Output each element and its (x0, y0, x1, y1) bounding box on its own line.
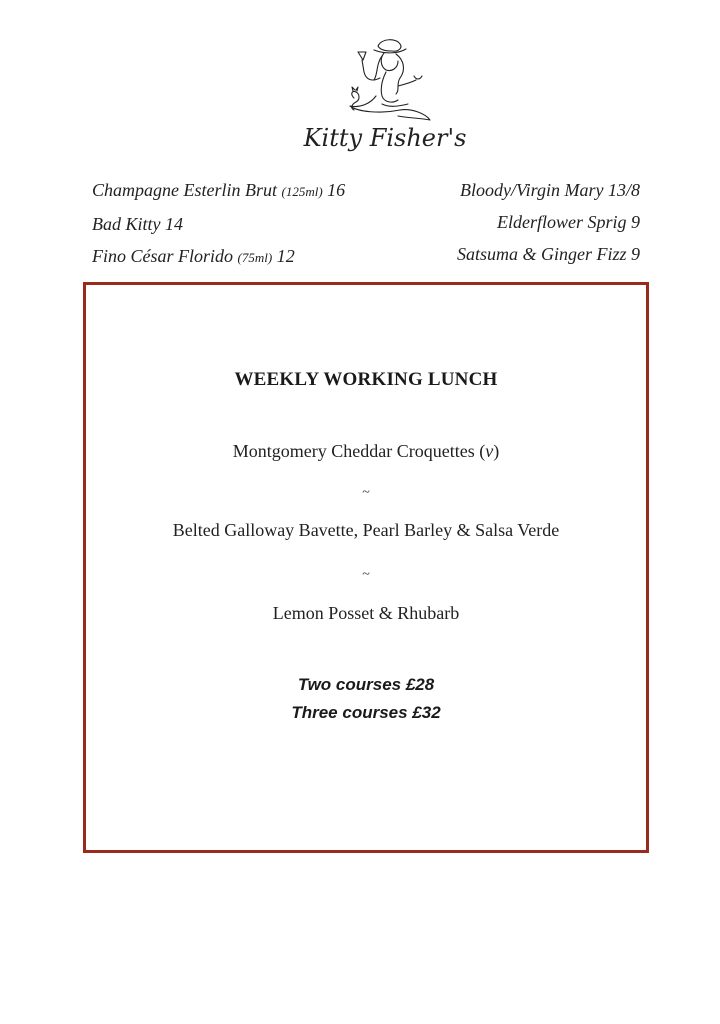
drink-item (457, 206, 640, 238)
lunch-menu-box (83, 282, 649, 853)
course-name: Montgomery Cheddar Croquettes ( (232, 441, 486, 461)
vegetarian-tag: v (485, 441, 494, 461)
drink-price: 9 (631, 212, 640, 232)
drink-name: Satsuma & Ginger Fizz (456, 244, 627, 264)
drink-name: Fino César Florido (92, 246, 234, 266)
course-starter (86, 441, 646, 462)
drink-name: Bad Kitty (92, 214, 161, 234)
drinks-list-right (457, 174, 640, 270)
drink-volume: (125ml) (281, 184, 323, 199)
drink-item (92, 208, 345, 240)
drink-price: 9 (631, 244, 640, 264)
menu-title: WEEKLY WORKING LUNCH (234, 369, 498, 390)
drink-name: Bloody/Virgin Mary (460, 180, 604, 200)
course-name-close: ) (493, 441, 500, 461)
course-separator: ~ (362, 567, 370, 582)
drink-price: 14 (165, 214, 183, 234)
course-dessert: Lemon Posset & Rhubarb (272, 603, 460, 623)
drinks-list-left (92, 174, 345, 274)
course-separator: ~ (362, 485, 370, 500)
course-main: Belted Galloway Bavette, Pearl Barley & Salsa Verde (172, 520, 560, 540)
drink-item (457, 174, 640, 206)
drink-price: 16 (327, 180, 346, 200)
drink-item (92, 174, 345, 208)
price-two-courses: Two courses £28 (297, 675, 435, 694)
logo-wordmark: Kitty Fisher's (303, 124, 467, 152)
drink-name: Elderflower Sprig (497, 212, 627, 232)
kitty-fishers-logo (300, 34, 470, 160)
price-three-courses: Three courses £32 (291, 703, 441, 722)
drink-price: 13/8 (607, 180, 640, 200)
drink-volume: (75ml) (237, 250, 273, 265)
drink-price: 12 (276, 246, 295, 266)
drink-item (92, 240, 345, 274)
drink-name: Champagne Esterlin Brut (92, 180, 277, 200)
drink-item (457, 238, 640, 270)
